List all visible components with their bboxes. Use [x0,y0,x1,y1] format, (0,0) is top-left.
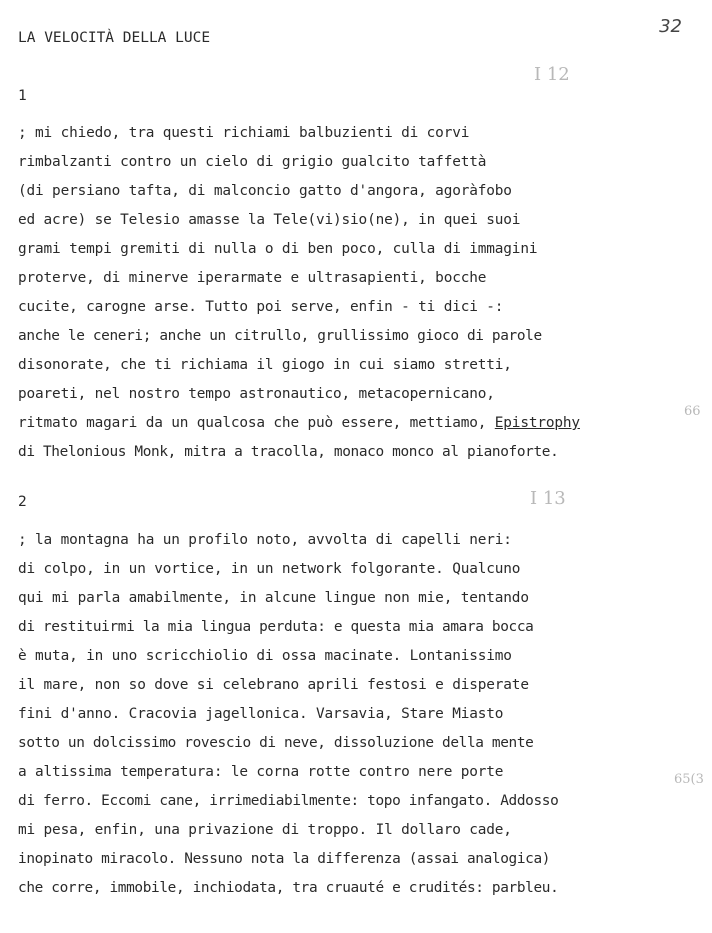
section-2-text [18,526,708,903]
text-segment: ritmato magari da un qualcosa che può essere, mettiamo, [18,415,487,431]
text-line: anche le ceneri; anche un citrullo, grullissimo gioco di parole [18,328,542,344]
text-line: è muta, in uno scricchiolio di ossa macinate. Lontanissimo [18,648,512,664]
text-line: grami tempi gremiti di nulla o di ben poco, culla di immagini [18,241,538,257]
margin-note-i12: I 12 [534,64,570,85]
text-line: che corre, immobile, inchiodata, tra cruauté e crudités: parbleu. [18,880,559,896]
text-line: di Thelonious Monk, mitra a tracolla, monaco monco al pianoforte. [18,444,559,460]
text-line: di ferro. Eccomi cane, irrimediabilmente: topo infangato. Addosso [18,793,559,809]
text-line: fini d'anno. Cracovia jagellonica. Varsavia, Stare Miasto [18,706,504,722]
page-number: 32 [659,16,682,37]
text-line [18,409,708,438]
text-line: ; la montagna ha un profilo noto, avvolta di capelli neri: [18,532,512,548]
section-1-text [18,119,708,467]
text-line: il mare, non so dove si celebrano aprili festosi e disperate [18,677,529,693]
text-line: inopinato miracolo. Nessuno nota la differenza (assai analogica) [18,851,551,867]
text-line: ; mi chiedo, tra questi richiami balbuzienti di corvi [18,125,470,141]
margin-note-66: 66 [684,404,701,419]
text-line: ed acre) se Telesio amasse la Tele(vi)sio(ne), in quei suoi [18,212,521,228]
text-line: mi pesa, enfin, una privazione di troppo. Il dollaro cade, [18,822,512,838]
text-line: (di persiano tafta, di malconcio gatto d'angora, agoràfobo [18,183,512,199]
text-line: qui mi parla amabilmente, in alcune lingue non mie, tentando [18,590,529,606]
document-title: LA VELOCITÀ DELLA LUCE [18,30,211,46]
text-line: rimbalzanti contro un cielo di grigio gualcito taffettà [18,154,487,170]
text-line: di colpo, in un vortice, in un network folgorante. Qualcuno [18,561,521,577]
text-line: sotto un dolcissimo rovescio di neve, dissoluzione della mente [18,735,534,751]
text-line: disonorate, che ti richiama il giogo in cui siamo stretti, [18,357,512,373]
text-line: proterve, di minerve iperarmate e ultrasapienti, bocche [18,270,487,286]
text-line: di restituirmi la mia lingua perduta: e questa mia amara bocca [18,619,534,635]
text-line: cucite, carogne arse. Tutto poi serve, enfin - ti dici -: [18,299,504,315]
underlined-title: Epistrophy [494,415,580,431]
margin-note-65-3: 65(3 [674,772,704,787]
margin-note-i13: I 13 [530,488,566,509]
section-number-2: 2 [18,494,27,510]
section-number-1: 1 [18,88,27,104]
text-line: poareti, nel nostro tempo astronautico, metacopernicano, [18,386,495,402]
text-line: a altissima temperatura: le corna rotte contro nere porte [18,764,504,780]
